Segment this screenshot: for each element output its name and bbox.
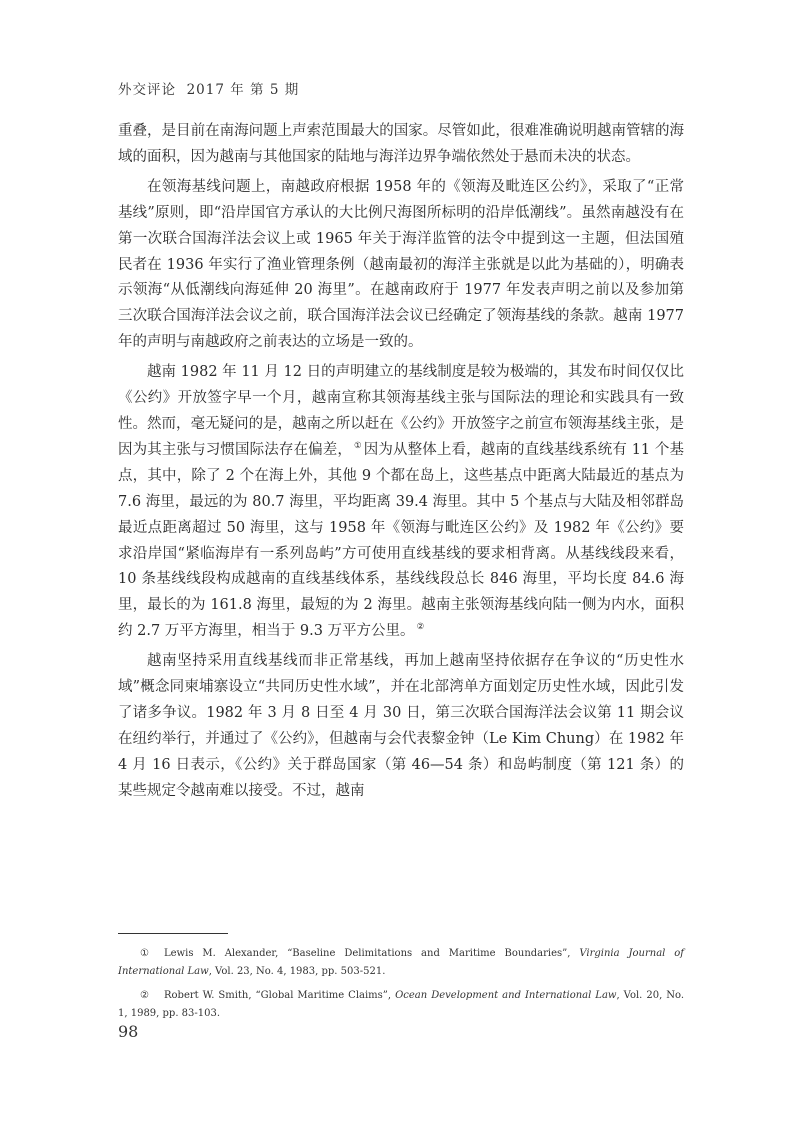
page-number: 98 [118,1022,139,1041]
footnote-2 [118,987,684,1023]
footnote-journal-title: Ocean Development and International Law [395,990,617,1001]
paragraph-3-part-1: 越南 1982 年 11 月 12 日的声明建立的基线制度是较为极端的，其发布时间仅仅比《公约》开放签字早一个月，越南宣称其领海基线主张与国际法的理论和实践具有一致性。然而，毫无疑问的是，越南之所以赶在《公约》开放签字之前宣布领海基线主张，是因为其主张与习惯国际法存在偏差， [118,364,684,458]
paragraph-2: 在领海基线问题上，南越政府根据 1958 年的《领海及毗连区公约》，采取了“正常基线”原则，即“沿岸国官方承认的大比例尺海图所标明的沿岸低潮线”。虽然南越没有在第一次联合国海洋法会议上或 1965 年关于海洋监管的法令中提到这一主题，但法国殖民者在 1936 年实行了渔业管理条例（越南最初的海洋主张就是以此为基础的），明确表示领海“从低潮线向海延伸 20 海里”。在越南政府于 1977 年发表声明之前以及参加第三次联合国海洋法会议之前，联合国海洋法会议已经确定了领海基线的条款。越南 1977 年的声明与南越政府之前表达的立场是一致的。 [118,178,684,351]
footnote-1 [118,945,684,981]
footnote-text: Lewis M. Alexander, “Baseline Delimitations and Maritime Boundaries”, [164,948,580,959]
footnote-divider [118,933,228,934]
paragraph-3 [118,360,684,645]
footnote-mark: ① [140,948,149,959]
footnote-journal-title: Virginia Journal of International Law [118,948,684,977]
footnote-text: Robert W. Smith, “Global Maritime Claims”, [164,990,396,1001]
footnote-mark: ② [140,990,149,1001]
running-header: 外交评论 2017 年 第 5 期 [118,82,300,98]
body-text [118,119,684,805]
paragraph-3-part-2: 因为从整体上看，越南的直线基线系统有 11 个基点，其中，除了 2 个在海上外，其他 9 个都在岛上，这些基点中距离大陆最近的基点为 7.6 海里，最远的为 80.7 海里，平均距离 39.4 海里。其中 5 个基点与大陆及相邻群岛最近点距离超过 50 海里，这与 1958 年《领海与毗连区公约》及 1982 年《公约》要求沿岸国“紧临海岸有一系列岛屿”方可使用直线基线的要求相背离。从基线线段来看，10 条基线线段构成越南的直线基线体系，基线线段总长 846 海里，平均长度 84.6 海里，最长的为 161.8 海里，最短的为 2 海里。越南主张领海基线向陆一侧为内水，面积约 2.7 万平方海里，相当于 9.3 万平方公里。 [118,441,685,640]
footnote-citation: , Vol. 20, No. 1, 1989, pp. 83-103. [118,990,685,1019]
footnote-ref-2[interactable]: ② [416,622,425,633]
footnotes [118,945,684,1029]
paragraph-4: 越南坚持采用直线基线而非正常基线，再加上越南坚持依据存在争议的“历史性水域”概念同柬埔寨设立“共同历史性水域”，并在北部湾单方面划定历史性水域，因此引发了诸多争议。1982 年 3 月 8 日至 4 月 30 日，第三次联合国海洋法会议第 11 期会议在纽约举行，并通过了《公约》，但越南与会代表黎金钟（Le Kim Chung）在 1982 年 4 月 16 日表示，《公约》关于群岛国家（第 46—54 条）和岛屿制度（第 121 条）的某些规定令越南难以接受。不过，越南 [118,653,684,799]
paragraph-1: 重叠，是目前在南海问题上声索范围最大的国家。尽管如此，很难准确说明越南管辖的海域的面积，因为越南与其他国家的陆地与海洋边界争端依然处于悬而未决的状态。 [118,123,684,165]
footnote-ref-1[interactable]: ① [353,441,362,452]
footnote-citation: , Vol. 23, No. 4, 1983, pp. 503-521. [208,966,386,977]
